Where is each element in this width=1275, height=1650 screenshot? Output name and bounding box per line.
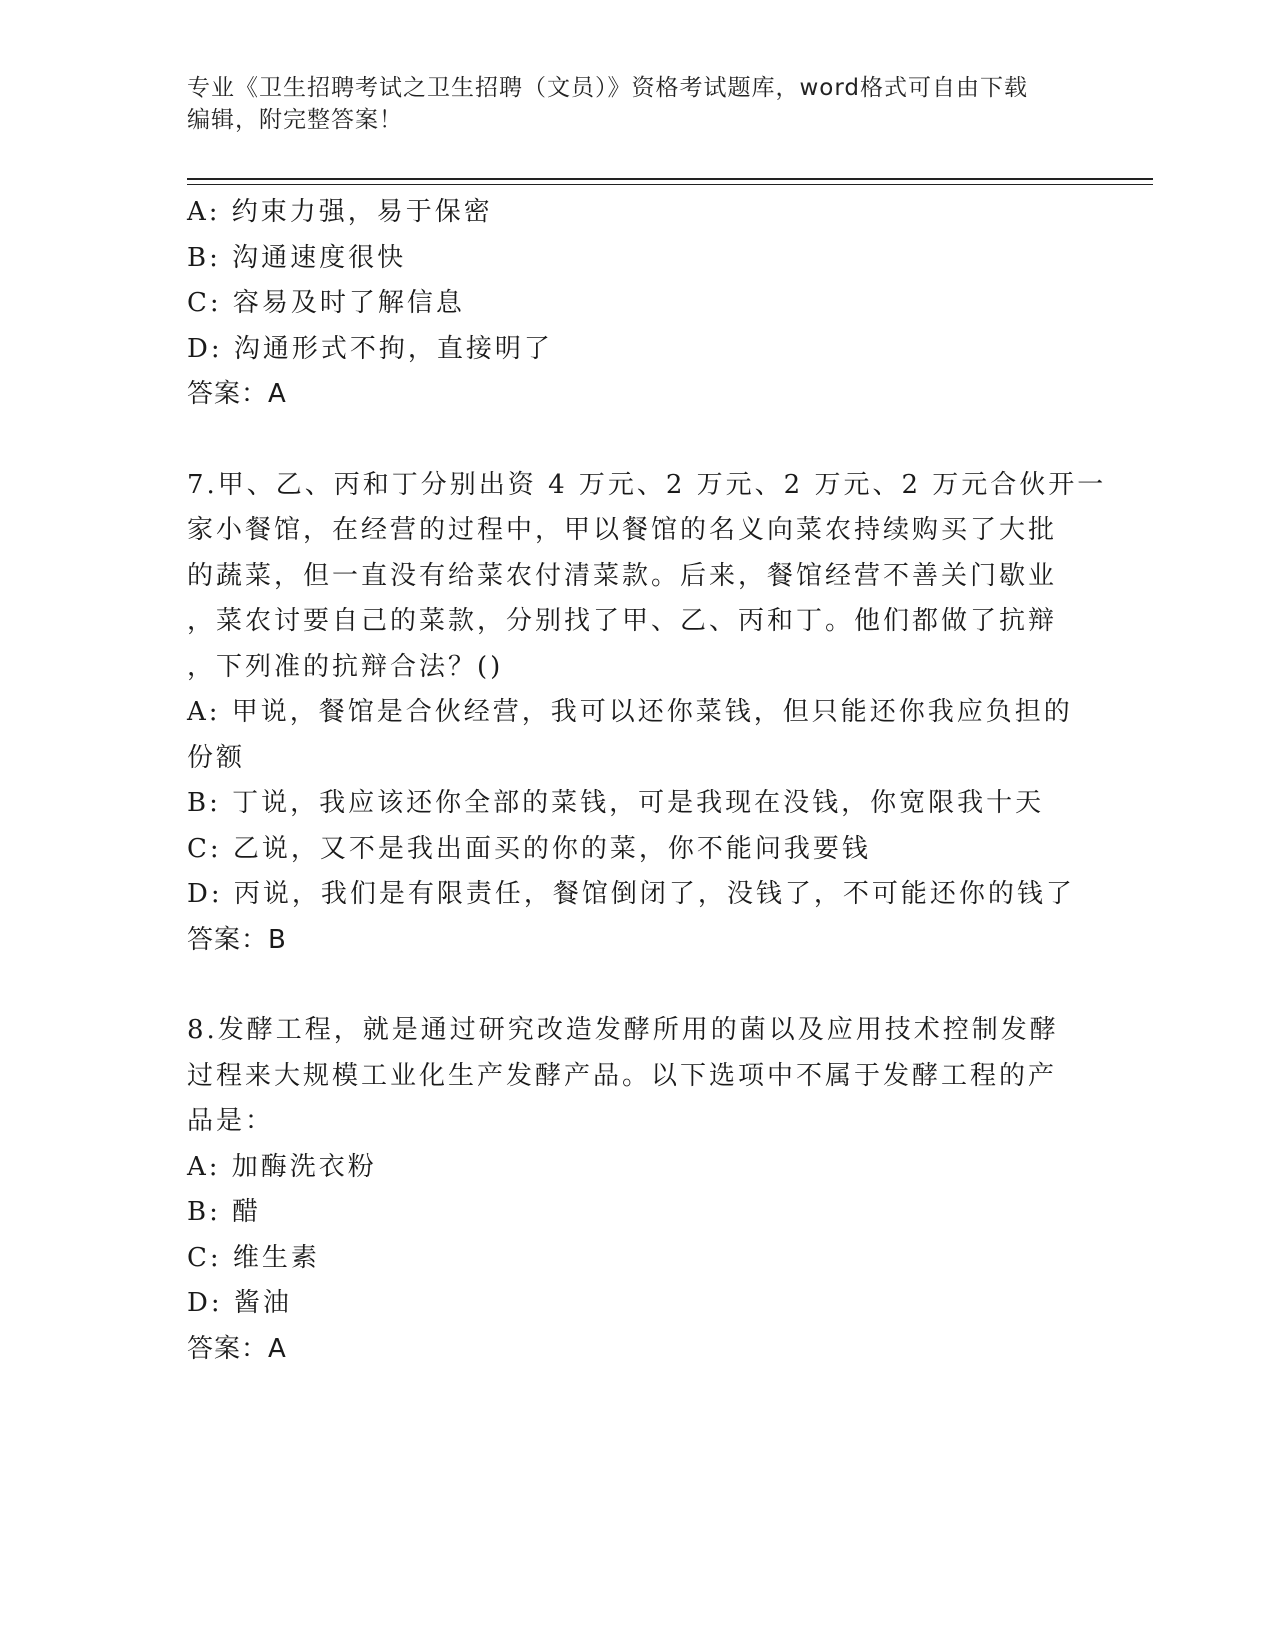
option-a: A: 甲说，餐馆是合伙经营，我可以还你菜钱，但只能还你我应负担的 bbox=[187, 697, 1073, 727]
question-stem-line: ，菜农讨要自己的菜款，分别找了甲、乙、丙和丁。他们都做了抗辩 bbox=[187, 606, 1058, 636]
question-stem-line: 7.甲、乙、丙和丁分别出资 4 万元、2 万元、2 万元、2 万元合伙开一 bbox=[187, 469, 1107, 500]
question-7 bbox=[187, 463, 1107, 964]
option-d: D: 丙说，我们是有限责任，餐馆倒闭了，没钱了，不可能还你的钱了 bbox=[187, 879, 1075, 909]
option-a: A: 约束力强，易于保密 bbox=[187, 197, 493, 227]
option-c: C: 乙说，又不是我出面买的你的菜，你不能问我要钱 bbox=[187, 833, 871, 864]
option-a: A: 加酶洗衣粉 bbox=[187, 1151, 377, 1182]
option-d: D: 酱油 bbox=[187, 1288, 292, 1318]
question-stem-line: 过程来大规模工业化生产发酵产品。以下选项中不属于发酵工程的产 bbox=[187, 1060, 1058, 1091]
header-divider-thin bbox=[187, 184, 1153, 185]
header-line-2: 编辑，附完整答案！ bbox=[187, 107, 403, 133]
header-divider-thick bbox=[187, 178, 1153, 180]
question-stem-line: ，下列准的抗辩合法？() bbox=[187, 651, 504, 682]
document-body bbox=[187, 190, 1107, 1372]
spacer bbox=[187, 963, 1087, 1008]
question-8 bbox=[187, 1008, 1087, 1372]
option-b: B: 醋 bbox=[187, 1197, 262, 1227]
answer-line: 答案：A bbox=[187, 1333, 287, 1364]
spacer bbox=[187, 418, 1087, 463]
answer-line: 答案：A bbox=[187, 379, 287, 409]
option-c: C: 维生素 bbox=[187, 1242, 320, 1273]
question-stem-line: 8.发酵工程，就是通过研究改造发酵所用的菌以及应用技术控制发酵 bbox=[187, 1015, 1059, 1045]
question-stem-line: 的蔬菜，但一直没有给菜农付清菜款。后来，餐馆经营不善关门歇业 bbox=[187, 560, 1058, 591]
question-6-options bbox=[187, 190, 1087, 418]
option-d: D: 沟通形式不拘，直接明了 bbox=[187, 333, 553, 364]
option-b: B: 沟通速度很快 bbox=[187, 242, 407, 273]
document-header bbox=[187, 72, 1087, 136]
option-a-continued: 份额 bbox=[187, 742, 246, 773]
question-stem-line: 品是： bbox=[187, 1106, 275, 1136]
option-c: C: 容易及时了解信息 bbox=[187, 288, 465, 318]
option-b: B: 丁说，我应该还你全部的菜钱，可是我现在没钱，你宽限我十天 bbox=[187, 788, 1045, 818]
header-line-1: 专业《卫生招聘考试之卫生招聘（文员）》资格考试题库，word格式可自由下载 bbox=[187, 75, 1029, 101]
question-stem-line: 家小餐馆，在经营的过程中，甲以餐馆的名义向菜农持续购买了大批 bbox=[187, 515, 1058, 545]
answer-line: 答案：B bbox=[187, 924, 287, 955]
